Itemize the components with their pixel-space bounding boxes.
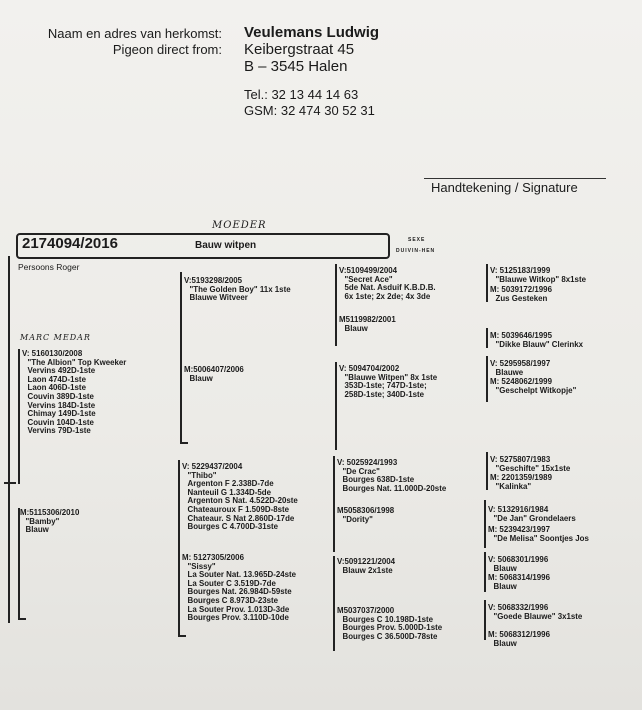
gen4-entry-i: M: 5239423/1997 "De Melisa" Soontjes Jos [488,524,589,543]
gen2-dam-sire: V: 5229437/2004 "Thibo" Argenton F 2.338D-7de Nanteuil G 1.334D-5de Argenton S Nat. 4.522D-20ste Chateauroux F 1.509D-8ste Chateaur. S Nat 2.860D-17de Bourges C 4.700D-31ste [182,461,298,532]
gen3-entry-1: V:5109499/2004 "Secret Ace" 5de Nat. Asduif K.B.D.B. 6x 1ste; 2x 2de; 4x 3de [339,265,436,301]
gen2-sire-sire: V:5193298/2005 "The Golden Boy" 11x 1ste Blauwe Witveer [184,275,291,303]
subject-ring-number: 2174094/2016 [22,235,118,252]
owner-gsm: GSM: 32 474 30 52 31 [244,103,375,118]
father-handwritten-note: MARC MEDAR [20,333,91,342]
dam-entry: M:5115306/2010 "Bamby" Blauw [20,507,80,535]
gen2-sire-dam: M:5006407/2006 Blauw [184,364,244,383]
gen4-entry-h: V: 5132916/1984 "De Jan" Grondelaers [488,504,576,523]
gen4-entry-l: V: 5068332/1996 "Goede Blauwe" 3x1ste [488,602,583,621]
gen2-dam-dam: M: 5127305/2006 "Sissy" La Souter Nat. 13.965D-24ste La Souter C 3.519D-7de Bourges Nat. 26.984D-59ste Bourges C 8.973D-23ste La Souter Prov. 1.013D-3de Bourges Prov. 3.110D-10de [182,552,297,623]
tree-line-gen4-d [486,452,488,490]
tree-line-gen3-d [333,556,335,651]
gen3-entry-2: M5119982/2001 Blauw [339,314,396,333]
owner-city: B – 3545 Halen [244,58,348,75]
tree-line-gen2-bottom [178,460,180,637]
gen4-entry-d: V: 5295958/1997 Blauwe [490,358,551,377]
tree-tick [18,618,26,620]
tree-tick [178,635,186,637]
sex-label: SEXE [408,237,426,243]
signature-label: Handtekening / Signature [431,180,578,195]
gen4-entry-c: M: 5039646/1995 "Dikke Blauw" Clerinkx [490,330,583,349]
gen4-entry-e: M: 5248062/1999 "Geschelpt Witkopje" [490,376,577,395]
tree-line-gen4-c [486,356,488,402]
gen4-entry-m: M: 5068312/1996 Blauw [488,629,550,648]
owner-tel: Tel.: 32 13 44 14 63 [244,87,359,102]
gen3-entry-3: V: 5094704/2002 "Blauwe Witpen" 8x 1ste 353D-1ste; 747D-1ste; 258D-1ste; 340D-1ste [339,363,438,399]
tree-line-gen3-b [335,362,337,450]
gen3-entry-7: M5037037/2000 Bourges C 10.198D-1ste Bourges Prov. 5.000D-1ste Bourges C 36.500D-78ste [337,605,443,641]
tree-line-gen3-a [335,264,337,346]
tree-line-gen4-a [486,264,488,302]
tree-branch-subject [4,482,16,484]
duivin-stamp: DUIVIN-HEN [396,248,436,254]
gen4-entry-k: M: 5068314/1996 Blauw [488,572,550,591]
owner-street: Keibergstraat 45 [244,41,355,58]
signature-line [424,178,606,179]
origin-label-en: Pigeon direct from: [112,42,222,57]
origin-label-nl: Naam en adres van herkomst: [47,26,222,41]
gen3-entry-6: V:5091221/2004 Blauw 2x1ste [337,556,396,575]
tree-line-gen4-f [484,552,486,592]
tree-line-gen4-g [484,600,486,640]
owner-name: Veulemans Ludwig [244,24,380,41]
gen3-entry-4: V: 5025924/1993 "De Crac" Bourges 638D-1ste Bourges Nat. 11.000D-20ste [337,457,447,493]
gen4-entry-b: M: 5039172/1996 Zus Gesteken [490,284,552,303]
tree-tick [180,442,188,444]
tree-line-gen2-top [180,272,182,444]
subject-color: Bauw witpen [195,240,257,251]
tree-line-gen4-e [484,500,486,548]
mother-handwritten-note: MOEDER [212,220,267,231]
gen4-entry-g: M: 2201359/1989 "Kalinka" [490,472,552,491]
tree-line-sire [18,349,20,484]
tree-line-gen3-c [333,456,335,552]
sire-entry: V: 5160130/2008 "The Albion" Top Kweeker Vervins 492D-1ste Laon 474D-1ste Laon 406D-1ste Couvin 389D-1ste Vervins 184D-1ste Chimay 149D-1ste Couvin 104D-1ste Vervins 79D-1ste [22,348,127,436]
gen4-entry-j: V: 5068301/1996 Blauw [488,554,549,573]
gen4-entry-f: V: 5275807/1983 "Geschifte" 15x1ste [490,454,571,473]
gen4-entry-a: V: 5125183/1999 "Blauwe Witkop" 8x1ste [490,265,586,284]
gen3-entry-5: M5058306/1998 "Dority" [337,505,395,524]
owner-note: Persoons Roger [18,262,80,272]
tree-line-gen4-b [486,328,488,348]
tree-line-subject [8,256,10,623]
